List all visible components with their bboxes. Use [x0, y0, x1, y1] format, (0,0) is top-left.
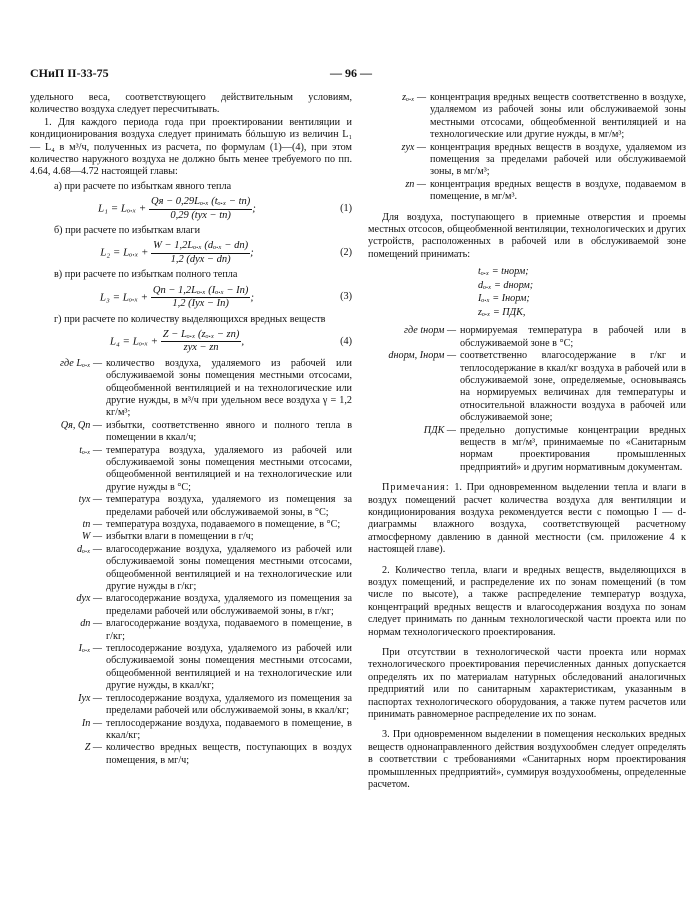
formula-2-lhs: L₂ = Lₒ.ₓ +: [100, 246, 149, 259]
definition: [368, 92, 686, 142]
intro-text: удельного веса, соответствующего действительным условиям, количество воздуха следует пересчитывать.: [30, 92, 352, 116]
definition: [30, 693, 352, 718]
definition-symbol: tₒ.ₓ —: [79, 444, 102, 456]
formula-1-number: (1): [340, 202, 352, 214]
definition-symbol: Qя, Qп —: [60, 419, 102, 431]
item-a: а) при расчете по избыткам явного тепла: [54, 180, 232, 192]
definition-symbol: Iп —: [81, 717, 102, 729]
where-label: где: [60, 357, 74, 369]
definition: [30, 494, 352, 519]
formula-4-denominator: zух − zп: [183, 342, 219, 354]
definition-text: количество вредных веществ, поступающих в воздух помещения, в мг/ч;: [106, 742, 352, 766]
definition-text: избытки, соответственно явного и полного тепла в помещении в ккал/ч;: [106, 419, 352, 444]
item-v: в) при расчете по избыткам полного тепла: [54, 269, 238, 281]
condition-item: tₒ.ₓ = tнорм;: [478, 266, 529, 278]
definition: [368, 350, 686, 424]
definition-symbol: tп —: [82, 519, 102, 530]
formula-4-numerator: Z − Lₒ.ₓ (zₒ.ₓ − zп): [161, 329, 242, 342]
definition-text: предельно допустимые концентрации вредных веществ в мг/м³, принимаемые по «Санитарным нормам проектирования промышленных предприятий» и другим нормативным документам.: [460, 424, 686, 473]
definition-text: теплосодержание воздуха, удаляемого из помещения за пределами рабочей или обслуживаемой зоны, в ккал/кг;: [106, 692, 352, 717]
definition-text: количество воздуха, удаляемого из рабочей или обслуживаемой зоны помещения местными отсосами, общеобменной вентиляцией и на технологические или другие нужды, в м³/ч при удельном весе воздуха γ = 1,2 кг/м³;: [106, 357, 352, 419]
condition-item: Iₒ.ₓ = Iнорм;: [478, 293, 530, 305]
definition-text: температура воздуха, удаляемого из помещения за пределами рабочей или обслуживаемой зоны, в °С;: [106, 494, 352, 518]
definition: [30, 742, 352, 767]
definition-text: соответственно влагосодержание в г/кг и теплосодержание в ккал/кг воздуха в рабочей или в обслуживаемой зоне, определяемые, основываясь на нормируемых величинах для температуры и относительной влажности воздуха в рабочей или обслуживаемой зоне;: [460, 350, 686, 424]
formula-4-number: (4): [340, 335, 352, 347]
right-column: [368, 92, 686, 792]
paragraph-1: 1. Для каждого периода года при проектировании вентиляции и кондиционирования воздуха следует принимать бóльшую из величин L₁ — L₄ в м³/ч, полученных из расчета, по формулам (1)—(4), при этом количество наружного воздуха не должно быть менее требуемого по пп. 4.64, 4.68—4.72 настоящей главы:: [30, 116, 352, 178]
definition: [368, 425, 686, 475]
formula-2-number: (2): [340, 247, 352, 259]
definition-text: нормируемая температура в рабочей или в обслуживаемой зоне в °С;: [460, 325, 686, 349]
definition-symbol: zух —: [401, 141, 426, 153]
condition-item: zₒ.ₓ = ПДК,: [478, 306, 526, 318]
definition-text: температура воздуха, удаляемого из рабочей или обслуживаемой зоны помещения местными отсосами, общеобменной вентиляцией и на технологические или другие нужды в °С;: [106, 444, 352, 493]
definition: [30, 358, 352, 420]
note-3: 3. При одновременном выделении в помещения нескольких вредных веществ однонаправленного действия воздухообмен следует определять в соответствии с требованиями «Санитарных норм проектирования промышленных предприятий», суммируя воздухообмены, определенные расчетом.: [368, 729, 686, 791]
definition-symbol: dп —: [80, 618, 102, 630]
note-2b: При отсутствии в технологической части проекта или нормах технологического проектирования перечисленных данных допускается определять их по материалам натурных обследований аналогичных предприятий или по санитарным характеристикам, указанным в паспортах технологического оборудования, а также путем расчетов или принимать равномерное распределение их по зонам.: [368, 647, 686, 721]
definition-text: влагосодержание воздуха, удаляемого из рабочей или обслуживаемой зоны помещения местными отсосами, общеобменной вентиляцией и на технологические или другие нужды в г/кг;: [106, 543, 352, 593]
definition-text: концентрация вредных веществ в воздухе, подаваемом в помещение, в мг/м³.: [430, 178, 686, 203]
definition-symbol: Iух —: [78, 692, 102, 704]
formula-4-lhs: L₄ = Lₒ.ₓ +: [109, 335, 159, 348]
formula-1: L₁ = Lₒ.ₓ + $\frac{\text{Qя − 0,29Lₒ.ₓ (tₒ.ₓ − tп)}}{\text{0,29 (tух − tп)}}$ ; (1): [98, 196, 352, 221]
item-b: б) при расчете по избыткам влаги: [54, 225, 201, 237]
definition-symbol: tнорм —: [420, 325, 456, 337]
definition: [368, 179, 686, 204]
definition-symbol: dₒ.ₓ —: [76, 543, 102, 555]
formula-2: L₂ = Lₒ.ₓ + $\frac{\text{W − 1,2Lₒ.ₓ (dₒ.ₓ − dп)}}{\text{1,2 (dух − dп)}}$ ; (2): [100, 240, 352, 265]
definition-symbol: zп —: [405, 178, 426, 190]
notes-label: Примечания:: [382, 482, 450, 494]
definition: [30, 531, 352, 543]
definition-text: влагосодержание воздуха, удаляемого из помещения за пределами рабочей или обслуживаемой зоны, в г/кг;: [106, 593, 352, 617]
note-1: [368, 482, 686, 556]
definition: [368, 325, 686, 350]
definition-symbol: tух —: [78, 494, 102, 506]
document-code: СНиП II-33-75: [30, 66, 109, 80]
formula-3-numerator: Qп − 1,2Lₒ.ₓ (Iₒ.ₓ − Iп): [151, 285, 251, 298]
definition: [30, 420, 352, 445]
item-g: г) при расчете по количеству выделяющихся вредных веществ: [54, 313, 326, 325]
definition-symbol: ПДК —: [423, 424, 456, 436]
formula-2-denominator: 1,2 (dух − dп): [170, 253, 231, 265]
definition-text: теплосодержание воздуха, удаляемого из рабочей или обслуживаемой зоны помещения местными отсосами, общеобменной вентиляцией и на технологические или другие нужды, в ккал/кг;: [106, 643, 352, 692]
definition-symbol: zₒ.ₓ —: [402, 92, 426, 103]
definition-text: концентрация вредных веществ соответственно в воздухе, удаляемом из рабочей зоны или обслуживаемой зоны местными отсосами, общеобменной вентиляцией и на технологические или другие нужды, в мг/м³;: [430, 92, 686, 141]
definition-text: влагосодержание воздуха, подаваемого в помещение, в г/кг;: [106, 618, 352, 642]
definition-symbol: W —: [81, 531, 102, 543]
formula-3: L₃ = Lₒ.ₓ + $\frac{\text{Qп − 1,2Lₒ.ₓ (Iₒ.ₓ − Iп)}}{\text{1,2 (Iух − Iп)}}$ ; (3): [99, 284, 352, 310]
definition: [30, 593, 352, 618]
where-label: где: [404, 325, 418, 337]
formula-2-numerator: W − 1,2Lₒ.ₓ (dₒ.ₓ − dп): [151, 240, 250, 253]
definition-symbol: dух —: [76, 593, 102, 605]
left-column: [30, 92, 352, 767]
definition-text: температура воздуха, подаваемого в помещение, в °С;: [106, 519, 341, 530]
definition-text: избытки влаги в помещении в г/ч;: [106, 531, 254, 543]
definition: [30, 445, 352, 495]
formula-4: L₄ = Lₒ.ₓ + $\frac{\text{Z − Lₒ.ₓ (zₒ.ₓ − zп)}}{\text{zух − zп}}$ , (4): [109, 328, 352, 354]
definition-symbol: Z —: [84, 742, 102, 754]
formula-3-denominator: 1,2 (Iух − Iп): [172, 298, 229, 310]
definition: [30, 519, 352, 531]
note-2: 2. Количество тепла, влаги и вредных веществ, выделяющихся в воздух помещений, и распределение их по зонам помещений (в том числе по высоте), а также распределение температур воздуха, концентраций вредных веществ и влагосодержания воздуха по зонам следует принимать по данным технологической части проекта или по нормам технологического проектирования.: [368, 564, 686, 638]
definition: [368, 142, 686, 179]
formula-3-number: (3): [340, 291, 352, 303]
definition: [30, 718, 352, 743]
definition: [30, 643, 352, 693]
definition-symbol: Iₒ.ₓ —: [78, 643, 102, 655]
definition-text: теплосодержание воздуха, подаваемого в помещение, в ккал/кг;: [106, 717, 352, 741]
definition-symbol: dнорм, Iнорм —: [388, 350, 456, 362]
definition-text: концентрация вредных веществ в воздухе, удаляемом из помещения за пределами рабочей или обслуживаемой зоны, в мг/м³;: [430, 141, 686, 178]
note-1-text: 1. При одновременном выделении тепла и влаги в воздух помещений расчет количества воздуха для вентиляции и кондиционирования воздуха рекомендуется вести с помощью I — d-диаграммы влажного воздуха, соответствующей расчетному атмосферному давлению в данной местности (см. приложение 4 к настоящей главе).: [368, 482, 687, 556]
condition-item: dₒ.ₓ = dнорм;: [478, 279, 534, 291]
definition: [30, 544, 352, 594]
formula-1-denominator: 0,29 (tух − tп): [170, 209, 231, 221]
formula-1-numerator: Qя − 0,29Lₒ.ₓ (tₒ.ₓ − tп): [149, 196, 252, 209]
left-definitions: [30, 358, 352, 767]
conditions-list: [478, 265, 686, 319]
formula-1-lhs: L₁ = Lₒ.ₓ +: [98, 202, 147, 215]
definition-symbol: Lₒ.ₓ —: [76, 357, 102, 369]
page-number: — 96 —: [330, 66, 372, 80]
definition: [30, 618, 352, 643]
paragraph-air: Для воздуха, поступающего в приемные отверстия и проемы местных отсосов, общеобменной вентиляции, технологических и других устройств, расположенных в рабочей или в обслуживаемой зоне помещений принимать:: [368, 211, 686, 260]
formula-3-lhs: L₃ = Lₒ.ₓ +: [99, 291, 149, 304]
